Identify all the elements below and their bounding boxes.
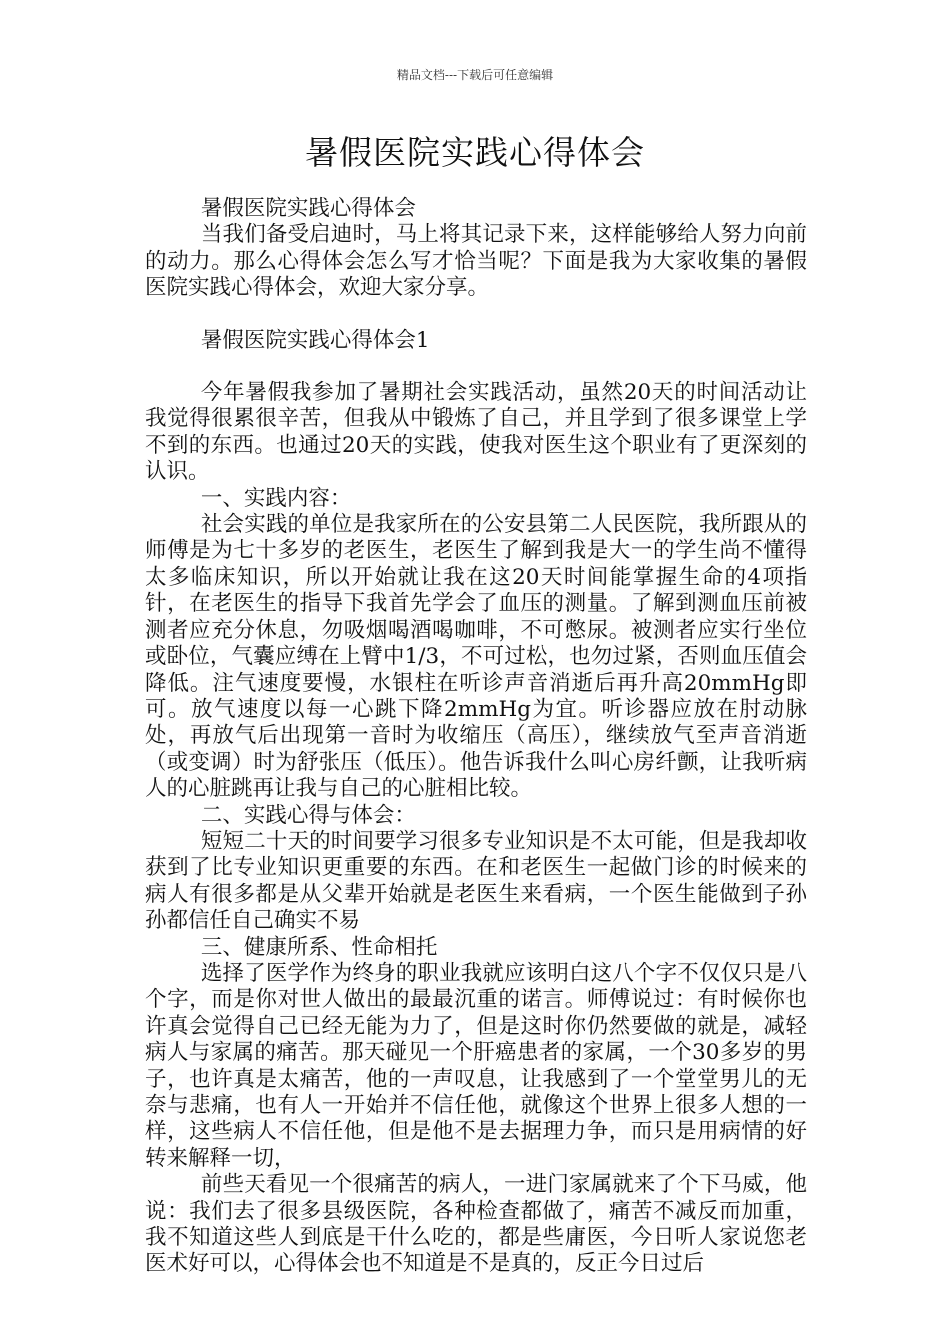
document-body <box>145 196 807 1278</box>
header-note: 精品文档---下载后可任意编辑 <box>396 68 554 82</box>
paragraph: 今年暑假我参加了暑期社会实践活动，虽然20天的时间活动让我觉得很累很辛苦，但我从中锻炼了自己，并且学到了很多课堂上学不到的东西。也通过20天的实践，使我对医生这个职业有了更深刻的认识。 <box>145 380 807 485</box>
paragraph: 短短二十天的时间要学习很多专业知识是不太可能，但是我却收获到了比专业知识更重要的东西。在和老医生一起做门诊的时候来的病人有很多都是从父辈开始就是老医生来看病，一个医生能做到子孙孙都信任自己确实不易 <box>145 828 807 934</box>
paragraph: 前些天看见一个很痛苦的病人，一进门家属就来了个下马威，他说：我们去了很多县级医院，各种检查都做了，痛苦不减反而加重，我不知道这些人到底是干什么吃的，都是些庸医，今日听人家说您老医术好可以，心得体会也不知道是不是真的，反正今日过后 <box>145 1172 807 1277</box>
subheading: 三、健康所系、性命相托 <box>200 934 438 960</box>
subheading: 二、实践心得与体会： <box>200 802 416 828</box>
paragraph: 社会实践的单位是我家所在的公安县第二人民医院，我所跟从的师傅是为七十多岁的老医生，老医生了解到我是大一的学生尚不懂得太多临床知识，所以开始就让我在这20天时间能掌握生命的4项指针，在老医生的指导下我首先学会了血压的测量。了解到测血压前被测者应充分休息，勿吸烟喝酒喝咖啡，不可憋尿。被测者应实行坐位或卧位，气囊应缚在上臂中1/3，不可过松，也勿过紧，否则血压值会降低。注气速度要慢，水银柱在听诊声音消逝后再升高20mmHg即可。放气速度以每一心跳下降2mmHg为宜。听诊器应放在肘动脉处，再放气后出现第一音时为收缩压（高压），继续放气至声音消逝（或变调）时为舒张压（低压）。他告诉我什么叫心房纤颤，让我听病人的心脏跳再让我与自己的心脏相比较。 <box>145 512 807 802</box>
section-heading-1: 暑假医院实践心得体会1 <box>200 327 430 353</box>
paragraph-subtitle: 暑假医院实践心得体会 <box>200 196 416 221</box>
subheading: 一、实践内容： <box>200 485 352 511</box>
paragraph-intro: 当我们备受启迪时，马上将其记录下来，这样能够给人努力向前的动力。那么心得体会怎么写才恰当呢？下面是我为大家收集的暑假医院实践心得体会，欢迎大家分享。 <box>145 222 807 301</box>
paragraph: 选择了医学作为终身的职业我就应该明白这八个字不仅仅只是八个字，而是你对世人做出的最最沉重的诺言。师傅说过：有时候你也许真会觉得自己已经无能为力了，但是这时你仍然要做的就是，减轻病人与家属的痛苦。那天碰见一个肝癌患者的家属，一个30多岁的男子，也许真是太痛苦，他的一声叹息，让我感到了一个堂堂男儿的无奈与悲痛，也有人一开始并不信任他，就像这个世界上很多人想的一样，这些病人不信任他，但是他不是去据理力争，而只是用病情的好转来解释一切， <box>145 960 807 1171</box>
document-title: 暑假医院实践心得体会 <box>305 133 645 172</box>
